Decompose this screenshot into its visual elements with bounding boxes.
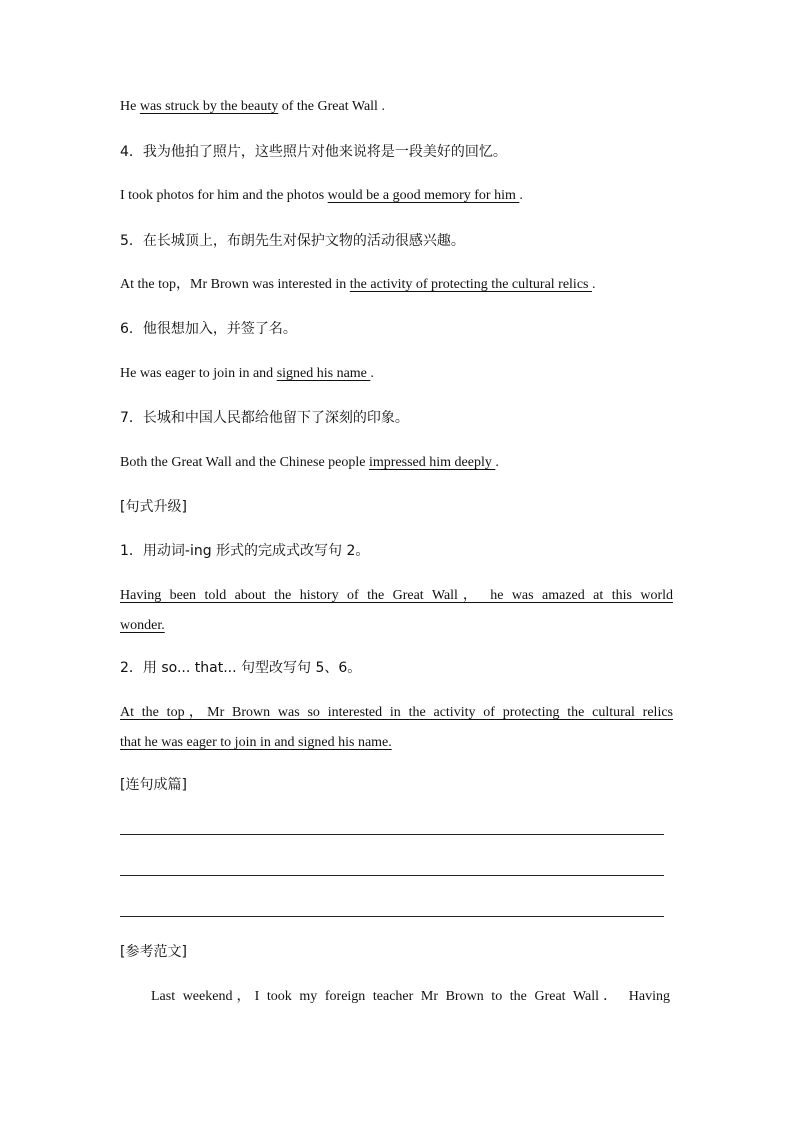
writing-line-2[interactable] [120,875,664,876]
section-heading-upgrade: [句式升级] [120,499,187,515]
section-heading-reference: [参考范文] [120,944,187,960]
answer-blank: signed his name [276,366,371,381]
sentence-4-chinese: 4．我为他拍了照片，这些照片对他来说将是一段美好的回忆。 [120,144,507,160]
section-heading-connect: [连句成篇] [120,777,187,793]
sentence-5-chinese: 5．在长城顶上，布朗先生对保护文物的活动很感兴趣。 [120,233,465,249]
sentence-6-english: He was eager to join in and signed his name . [120,366,374,381]
upgrade-answer-1-line-2: wonder. [120,618,165,633]
upgrade-answer-1-line-1: Having been told about the history of the Great Wall， he was amazed at this world [120,588,673,603]
upgrade-question-2: 2．用 so... that... 句型改写句 5、6。 [120,660,362,676]
sentence-4-english: I took photos for him and the photos would be a good memory for him . [120,188,523,203]
writing-line-3[interactable] [120,916,664,917]
upgrade-answer-2-line-1: At the top，Mr Brown was so interested in the activity of protecting the cultural relics [120,705,673,720]
answer-blank: the activity of protecting the cultural relics [349,277,592,292]
sentence-7-english: Both the Great Wall and the Chinese people impressed him deeply . [120,455,499,470]
answer-blank: impressed him deeply [369,455,496,470]
upgrade-question-1: 1．用动词-ing 形式的完成式改写句 2。 [120,543,370,559]
upgrade-answer-2-line-2: that he was eager to join in and signed his name. [120,735,392,750]
sentence-7-chinese: 7．长城和中国人民都给他留下了深刻的印象。 [120,410,409,426]
sentence-3-english: He was struck by the beauty of the Great Wall . [120,99,385,114]
sentence-6-chinese: 6．他很想加入，并签了名。 [120,321,297,337]
answer-blank: was struck by the beauty [139,99,279,114]
writing-line-1[interactable] [120,834,664,835]
sentence-5-english: At the top，Mr Brown was interested in the activity of protecting the cultural relics . [120,277,596,292]
reference-paragraph-line-1: Last weekend，I took my foreign teacher Mr Brown to the Great Wall． Having [151,989,670,1004]
answer-blank: would be a good memory for him [327,188,520,203]
